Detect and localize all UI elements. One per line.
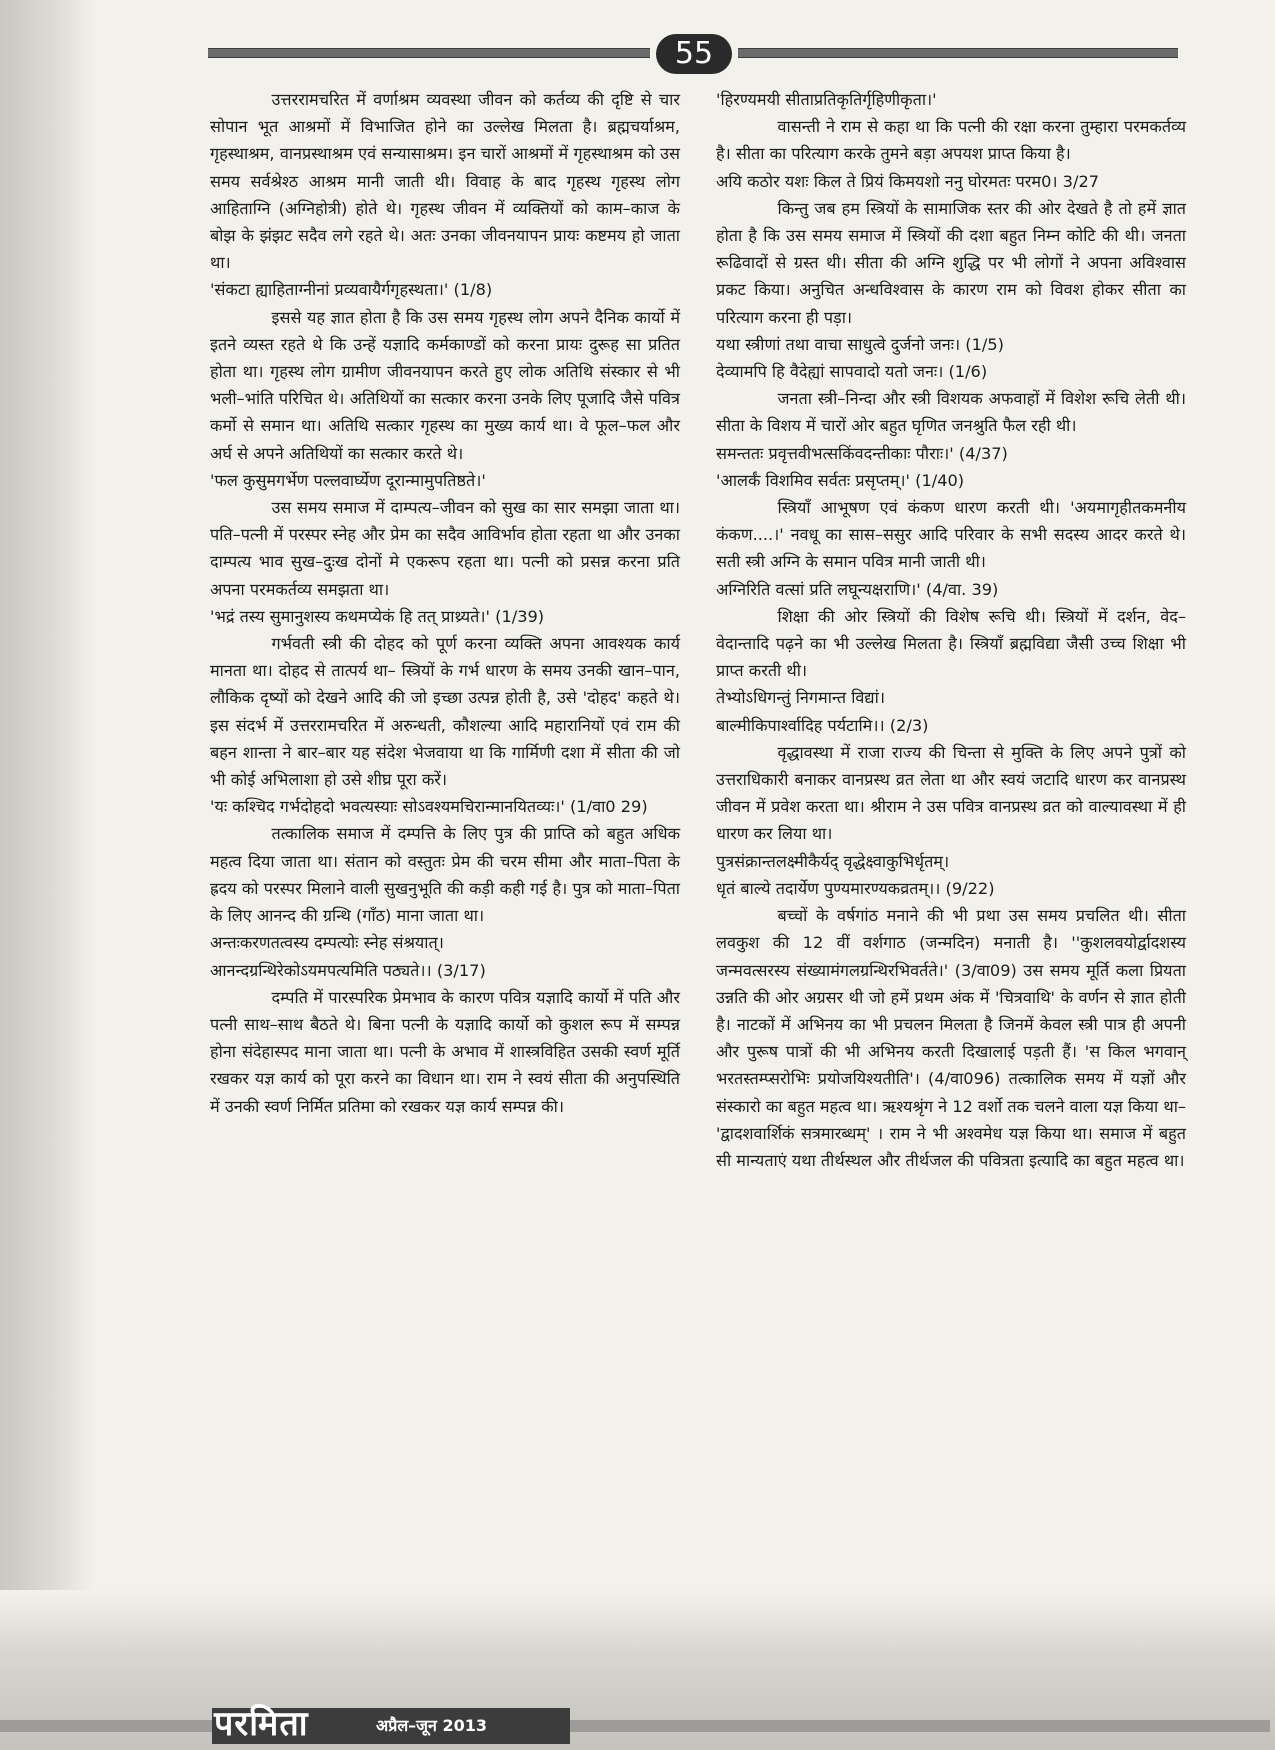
right-verse: तेभ्योऽधिगन्तुं निगमान्त विद्यां। [716, 688, 885, 708]
right-paragraph: बच्चों के वर्षगांठ मनाने की भी प्रथा उस समय प्रचलित थी। सीता लवकुश की 12 वीं वर्शगाठ (जन्मदिन) मनाती है। ''कुशलवयोर्द्वादशस्य जन्मवत्सरस्य संख्यामंगलग्रन्थिरभिवर्तते।' (3/वा09) उस समय मूर्ति कला प्रियता उन्नति की ओर अग्रसर थी जो हमें प्रथम अंक में 'चित्रवाथि' के वर्णन से ज्ञात होती है। नाटकों में अभिनय का भी प्रचलन मिलता है जिनमें केवल स्त्री पात्र ही अपनी और पुरूष पात्रों की भी अभिनय करती दिखालाई पड़ती हैं। 'स किल भगवान् भरतस्तम्प्सरोभिः प्रयोजयिश्यतीति'। (4/वा096) तत्कालिक समय में यज्ञों और संस्कारो का बहुत महत्व था। ऋश्यश्रृंग ने 12 वर्शो तक चलने वाला यज्ञ किया था– 'द्वादशवार्शिकं सत्रमारब्धम्' । राम ने भी अश्वमेध यज्ञ किया था। समाज में बहुत सी मान्यताएं यथा तीर्थस्थल और तीर्थजल की पवित्रता इत्यादि का बहुत महत्व था। [716, 906, 1186, 1170]
left-paragraph: उत्तररामचरित में वर्णाश्रम व्यवस्था जीवन को कर्तव्य की दृष्टि से चार सोपान भूत आश्रमों में विभाजित होने का उल्लेख मिलता है। ब्रह्मचर्याश्रम, गृहस्थाश्रम, वानप्रस्थाश्रम एवं सन्यासाश्रम। इन चारों आश्रमों में गृहस्थाश्रम को उस समय सर्वश्रेश्ठ आश्रम मानी जाती थी। विवाह के बाद गृहस्थ गृहस्थ लोग आहिताग्नि (अग्निहोत्री) होते थे। गृहस्थ जीवन में व्यक्तियों को काम–काज के बोझ के झंझट सदैव लगे रहते थे। अतः उनका जीवनयापन प्रायः कष्टमय हो जाता था। [210, 90, 680, 273]
left-verse: अन्तःकरणतत्वस्य दम्पत्योः स्नेह संश्रयात्। [210, 933, 444, 953]
right-verse: बाल्मीकिपार्श्वादिह पर्यटामि।। (2/3) [716, 715, 929, 735]
left-paragraph: उस समय समाज में दाम्पत्य–जीवन को सुख का सार समझा जाता था। पति–पत्नी में परस्पर स्नेह और प्रेम का सदैव आविर्भाव होता रहता था और उनका दाम्पत्य भाव सुख–दुःख दोनों मे एकरूप रहता था। पत्नी को प्रसन्न करना प्रति अपना परमकर्तव्य समझता था। [210, 498, 680, 599]
left-verse: 'भद्रं तस्य सुमानुशस्य कथमप्येकं हि तत् प्राथ्र्यते।' (1/39) [210, 606, 545, 626]
right-paragraph: वृद्धावस्था में राजा राज्य की चिन्ता से मुक्ति के लिए अपने पुत्रों को उत्तराधिकारी बनाकर वानप्रस्थ व्रत लेता था और स्वयं जटादि धारण कर वानप्रस्थ जीवन में प्रवेश करता था। श्रीराम ने उस पवित्र वानप्रस्थ व्रत को वाल्यावस्था में ही धारण कर लिया था। [716, 742, 1186, 844]
right-paragraph: शिक्षा की ओर स्त्रियों की विशेष रूचि थी। स्त्रियों में दर्शन, वेद–वेदान्तादि पढ़ने का भी उल्लेख मिलता है। स्त्रियाँ ब्रह्मविद्या जैसी उच्च शिक्षा भी प्राप्त करती थी। [716, 606, 1186, 681]
issue-date: अप्रैल–जून 2013 [376, 1716, 488, 1735]
left-verse: 'यः कश्चिद गर्भदोहदो भवत्यस्याः सोऽवश्यमचिरान्मानयितव्यः।' (1/वा0 29) [210, 797, 648, 817]
right-paragraph: वासन्ती ने राम से कहा था कि पत्नी की रक्षा करना तुम्हारा परमकर्तव्य है। सीता का परित्याग करके तुमने बड़ा अपयश प्राप्त किया है। [716, 117, 1186, 164]
right-paragraph: स्त्रियाँ आभूषण एवं कंकण धारण करती थी। 'अयमागृहीतकमनीय कंकण....।' नवधू का सास–ससुर आदि परिवार के सभी सदस्य आदर करते थे। सती स्त्री अग्नि के समान पवित्र मानी जाती थी। [716, 498, 1186, 572]
right-verse: 'आलर्कं विशमिव सर्वतः प्रसृप्तम्।' (1/40) [716, 470, 965, 490]
right-column [716, 86, 1186, 1174]
left-paragraph: गर्भवती स्त्री की दोहद को पूर्ण करना व्यक्ति अपना आवश्यक कार्य मानता था। दोहद से तात्पर्य था– स्त्रियों के गर्भ धारण के समय उनकी खान–पान, लौकिक दृष्यों को देखने आदि की जो इच्छा उत्पन्न होती है, उसे 'दोहद' कहते थे। इस संदर्भ में उत्तररामचरित में अरुन्धती, कौशल्या आदि महारानियों एवं राम की बहन शान्ता ने बार–बार यह संदेश भेजवाया था कि गार्मिणी दशा में सीता की जो भी कोई अभिलाशा हो उसे शीघ्र पूरा करें। [210, 634, 680, 790]
left-paragraph: इससे यह ज्ञात होता है कि उस समय गृहस्थ लोग अपने दैनिक कार्यो में इतने व्यस्त रहते थे कि उन्हें यज्ञादि कर्मकाण्डों को करना प्रायः दुरूह सा प्रतित होता था। गृहस्थ लोग ग्रामीण जीवनयापन करते हुए लोक अतिथि संस्कार से भी भली–भांति परिचित थे। अतिथियों का सत्कार करना उनके लिए पूजादि जैसे पवित्र कर्मो से समान था। अतिथि सत्कार गृहस्थ का मुख्य कार्य था। वे फूल–फल और अर्घ से अपने अतिथियों का सत्कार करते थे। [210, 307, 680, 463]
header-rule-left [208, 48, 650, 58]
magazine-logo: परमिता [214, 1704, 309, 1744]
right-verse: 'हिरण्यमयी सीताप्रतिकृतिर्गृहिणीकृता।' [716, 90, 937, 109]
footer-rule-left [0, 1720, 212, 1732]
page-number: 55 [656, 34, 732, 74]
right-verse: अयि कठोर यशः किल ते प्रियं किमयशो ननु घोरमतः परम0। 3/27 [716, 171, 1100, 191]
right-paragraph: किन्तु जब हम स्त्रियों के सामाजिक स्तर की ओर देखते है तो हमें ज्ञात होता है कि उस समय समाज में स्त्रियों की दशा बहुत निम्न कोटि की थी। जनता रूढिवादों से ग्रस्त थी। सीता की अग्नि शुद्धि पर भी लोगों ने अपना अविश्वास प्रकट किया। अनुचित अन्धविश्वास के कारण राम को विवश होकर सीता का परित्याग करना ही पड़ा। [716, 198, 1186, 327]
right-verse: यथा स्त्रीणां तथा वाचा साधुत्वे दुर्जनो जनः। (1/5) [716, 334, 1004, 354]
page-fold-shadow [0, 0, 95, 1750]
footer-rule-right [570, 1720, 1270, 1732]
header-rule-right [738, 48, 1178, 58]
right-verse: पुत्रसंक्रान्तलक्ष्मीकैर्यद् वृद्धेक्ष्वाकुभिर्धृतम्। [716, 851, 950, 871]
right-verse: समन्ततः प्रवृत्तवीभत्सकिंवदन्तीकाः पौराः।' (4/37) [716, 443, 1008, 463]
left-column [210, 86, 680, 1120]
left-verse: आनन्दग्रन्थिरेकोऽयमपत्यमिति पठ्यते।। (3/17) [210, 960, 486, 980]
left-verse: 'फल कुसुमगर्भेण पल्लवार्घ्येण दूरान्मामुपतिष्ठते।' [210, 470, 486, 490]
right-verse: देव्यामपि हि वैदेह्यां सापवादो यतो जनः। (1/6) [716, 362, 988, 382]
right-paragraph: जनता स्त्री–निन्दा और स्त्री विशयक अफवाहों में विशेश रूचि लेती थी। सीता के विशय में चारों ओर बहुत घृणित जनश्रुति फैल रही थी। [716, 389, 1186, 436]
right-verse: अग्निरिति वत्सां प्रति लघून्यक्षराणि।' (4/वा. 39) [716, 579, 999, 599]
left-paragraph: दम्पति में पारस्परिक प्रेमभाव के कारण पवित्र यज्ञादि कार्यो में पति और पत्नी साथ–साथ बैठते थे। बिना पत्नी के यज्ञादि कार्यो को कुशल रूप में सम्पन्न होना संदेहास्पद माना जाता था। पत्नी के अभाव में शास्त्रविहित उसकी स्वर्ण मूर्ति रखकर यज्ञ कार्य को पूरा करने का विधान था। राम ने स्वयं सीता की अनुपस्थिति में उनकी स्वर्ण निर्मित प्रतिमा को रखकर यज्ञ कार्य सम्पन्न की। [210, 987, 680, 1116]
right-verse: धृतं बाल्ये तदार्येण पुण्यमारण्यकव्रतम्।। (9/22) [716, 878, 995, 898]
left-verse: 'संकटा ह्याहिताग्नीनां प्रव्यवायैर्गगृहस्थता।' (1/8) [210, 280, 493, 300]
left-paragraph: तत्कालिक समाज में दम्पत्ति के लिए पुत्र की प्राप्ति को बहुत अधिक महत्व दिया जाता था। संतान को वस्तुतः प्रेम की चरम सीमा और माता–पिता के ह्रदय को परस्पर मिलाने वाली सुखनुभूति की कड़ी कही गई है। पुत्र को माता–पिता के लिए आनन्द की ग्रन्थि (गाँठ) माना जाता था। [210, 824, 680, 926]
